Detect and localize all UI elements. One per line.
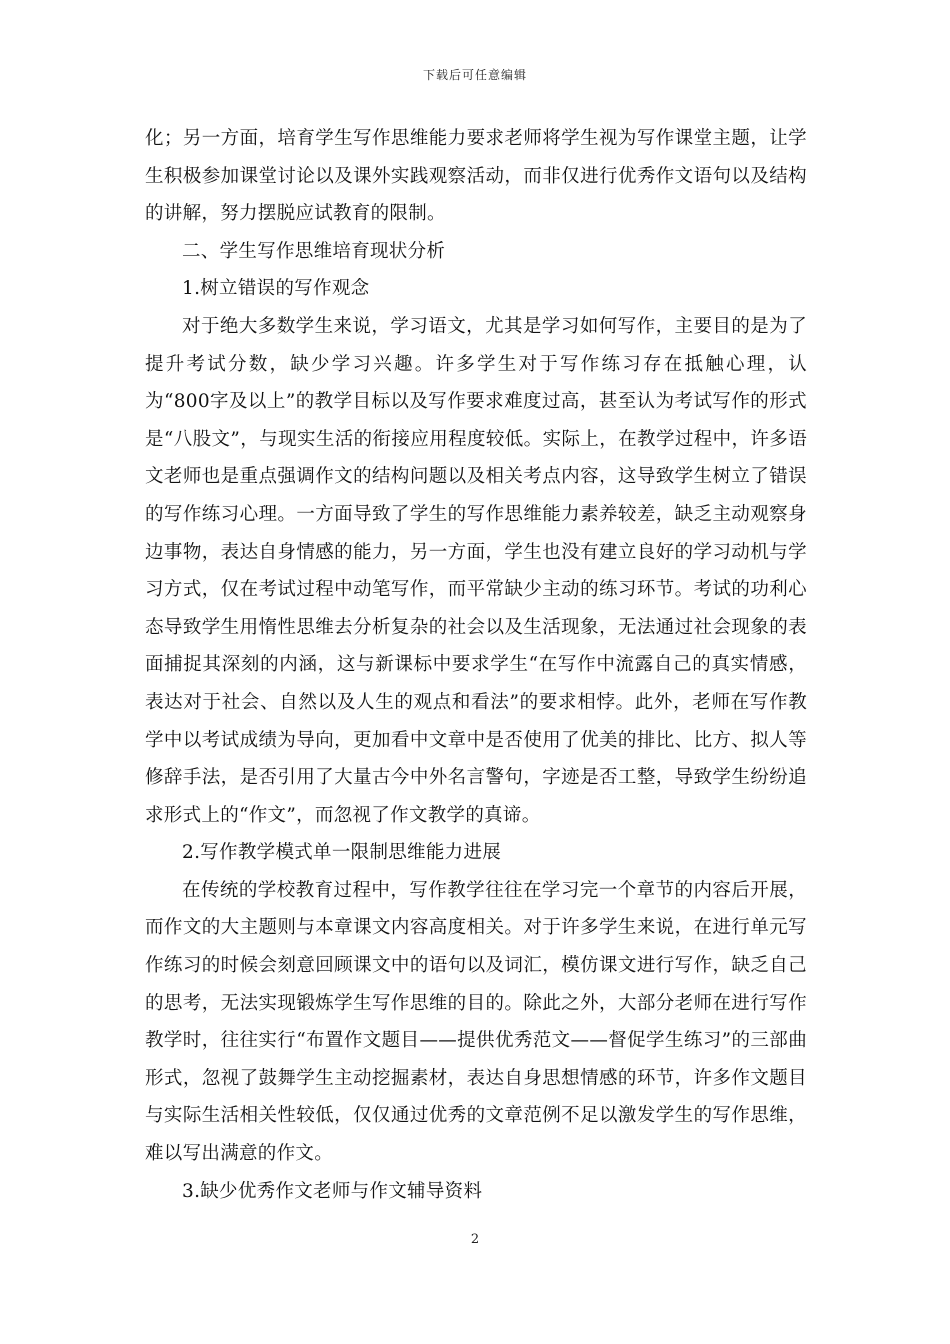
- paragraph-1: 对于绝大多数学生来说，学习语文，尤其是学习如何写作，主要目的是为了提升考试分数，缺少学习兴趣。许多学生对于写作练习存在抵触心理，认为“800字及以上”的教学目标以及写作要求难度过高，甚至认为考试写作的形式是“八股文”，与现实生活的衔接应用程度较低。实际上，在教学过程中，许多语文老师也是重点强调作文的结构问题以及相关考点内容，这导致学生树立了错误的写作练习心理。一方面导致了学生的写作思维能力素养较差，缺乏主动观察身边事物，表达自身情感的能力，另一方面，学生也没有建立良好的学习动机与学习方式，仅在考试过程中动笔写作，而平常缺少主动的练习环节。考试的功利心态导致学生用惰性思维去分析复杂的社会以及生活现象，无法通过社会现象的表面捕捉其深刻的内涵，这与新课标中要求学生“在写作中流露自己的真实情感，表达对于社会、自然以及人生的观点和看法”的要求相悖。此外，老师在写作教学中以考试成绩为导向，更加看中文章中是否使用了优美的排比、比方、拟人等修辞手法，是否引用了大量古今中外名言警句，字迹是否工整，导致学生纷纷追求形式上的“作文”，而忽视了作文教学的真谛。: [145, 315, 807, 826]
- page-number: 2: [470, 1232, 480, 1247]
- paragraph-2: 在传统的学校教育过程中，写作教学往往在学习完一个章节的内容后开展，而作文的大主题则与本章课文内容高度相关。对于许多学生来说，在进行单元写作练习的时候会刻意回顾课文中的语句以及词汇，模仿课文进行写作，缺乏自己的思考，无法实现锻炼学生写作思维的目的。除此之外，大部分老师在进行写作教学时，往往实行“布置作文题目——提供优秀范文——督促学生练习”的三部曲形式，忽视了鼓舞学生主动挖掘素材，表达自身思想情感的环节，许多作文题目与实际生活相关性较低，仅仅通过优秀的文章范例不足以激发学生的写作思维，难以写出满意的作文。: [145, 879, 807, 1165]
- paragraph-continuation: 化；另一方面，培育学生写作思维能力要求老师将学生视为写作课堂主题，让学生积极参加课堂讨论以及课外实践观察活动，而非仅进行优秀作文语句以及结构的讲解，努力摆脱应试教育的限制。: [145, 128, 807, 225]
- page-header-note: 下载后可任意编辑: [422, 68, 527, 82]
- section-heading: 二、学生写作思维培育现状分析: [182, 240, 446, 262]
- document-body: [145, 120, 807, 1210]
- subsection-heading-2: 2.写作教学模式单一限制思维能力进展: [182, 842, 502, 864]
- subsection-heading-3: 3.缺少优秀作文老师与作文辅导资料: [182, 1180, 483, 1202]
- subsection-heading-1: 1.树立错误的写作观念: [182, 278, 370, 300]
